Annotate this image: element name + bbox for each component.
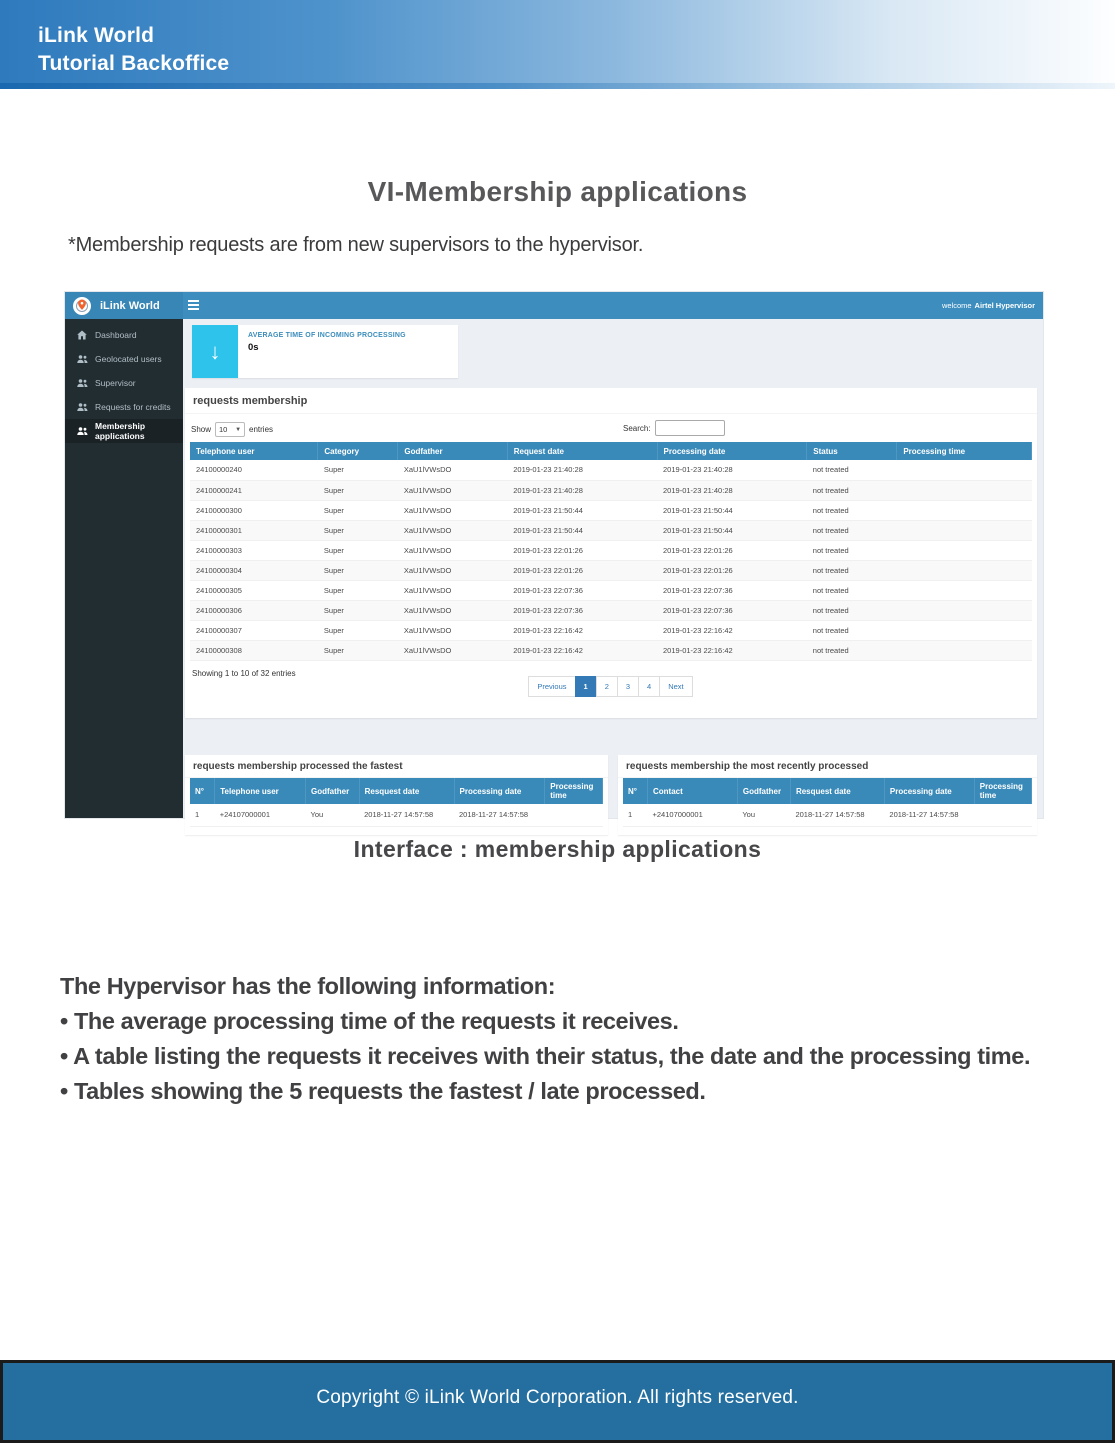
table-row xyxy=(190,804,603,826)
table-cell: 24100000307 xyxy=(190,620,318,640)
home-icon xyxy=(77,330,88,341)
table-cell: You xyxy=(737,804,790,826)
table-cell: XaU1lVWsDO xyxy=(398,500,507,520)
table-cell: +24107000001 xyxy=(215,804,306,826)
table-cell: Super xyxy=(318,580,398,600)
sidebar-item-dashboard[interactable] xyxy=(65,323,183,347)
table-cell xyxy=(897,580,1032,600)
table-cell: 2019-01-23 21:40:28 xyxy=(657,460,807,480)
pagination-page-4-button[interactable]: 4 xyxy=(638,676,660,697)
pagination-page-3-button[interactable]: 3 xyxy=(617,676,639,697)
table-cell: You xyxy=(306,804,360,826)
table-cell: 2019-01-23 21:40:28 xyxy=(507,480,657,500)
table-cell: not treated xyxy=(807,520,897,540)
search-control xyxy=(623,420,725,436)
sidebar-item-label: Requests for credits xyxy=(95,402,171,412)
chevron-down-icon: ▼ xyxy=(235,426,242,433)
sidebar-item-label: Supervisor xyxy=(95,378,136,388)
section-title: VI-Membership applications xyxy=(367,176,748,207)
column-header: Category xyxy=(318,442,398,460)
table-cell: XaU1lVWsDO xyxy=(398,560,507,580)
pagination-page-1-button[interactable]: 1 xyxy=(575,676,597,697)
table-row xyxy=(190,560,1032,580)
table-cell xyxy=(897,460,1032,480)
column-header: Processing time xyxy=(974,778,1031,804)
table-cell: 2019-01-23 22:07:36 xyxy=(657,600,807,620)
table-cell: not treated xyxy=(807,460,897,480)
column-header: Processing date xyxy=(657,442,807,460)
info-bullet: • The average processing time of the requests it receives. xyxy=(60,1008,679,1034)
table-cell: 24100000304 xyxy=(190,560,318,580)
column-header: Godfather xyxy=(737,778,790,804)
pagination-page-2-button[interactable]: 2 xyxy=(596,676,618,697)
table-cell: Super xyxy=(318,460,398,480)
table-cell: +24107000001 xyxy=(648,804,738,826)
users-icon xyxy=(77,402,88,413)
table-cell xyxy=(897,560,1032,580)
table-cell: 2019-01-23 22:01:26 xyxy=(657,540,807,560)
table-cell: 2018-11-27 14:57:58 xyxy=(454,804,545,826)
table-cell: XaU1lVWsDO xyxy=(398,520,507,540)
column-header: Request date xyxy=(507,442,657,460)
app-brand-name: iLink World xyxy=(100,299,160,312)
table-cell: XaU1lVWsDO xyxy=(398,540,507,560)
sidebar-item-requests-for-credits[interactable] xyxy=(65,395,183,419)
table-cell: 2019-01-23 22:01:26 xyxy=(507,540,657,560)
info-block xyxy=(60,969,1070,1109)
table-cell: 2019-01-23 22:07:36 xyxy=(657,580,807,600)
table-cell xyxy=(897,620,1032,640)
table-cell xyxy=(545,804,603,826)
requests-table xyxy=(190,442,1032,661)
table-cell: 2019-01-23 22:16:42 xyxy=(507,640,657,660)
column-header: N° xyxy=(623,778,648,804)
requests-membership-panel xyxy=(185,388,1037,718)
column-header: Godfather xyxy=(306,778,360,804)
column-header: Status xyxy=(807,442,897,460)
app-topbar xyxy=(65,292,1043,319)
table-cell xyxy=(974,804,1031,826)
table-cell: not treated xyxy=(807,640,897,660)
column-header: Processing date xyxy=(884,778,974,804)
table-cell: 1 xyxy=(190,804,215,826)
table-cell: not treated xyxy=(807,540,897,560)
table-cell: Super xyxy=(318,560,398,580)
table-cell: Super xyxy=(318,540,398,560)
app-screenshot xyxy=(65,292,1043,818)
table-cell: Super xyxy=(318,600,398,620)
sidebar-item-label: Geolocated users xyxy=(95,354,162,364)
table-row xyxy=(190,600,1032,620)
table-row xyxy=(190,500,1032,520)
page-size-select[interactable] xyxy=(215,422,245,437)
table-cell: 2019-01-23 21:40:28 xyxy=(507,460,657,480)
table-cell: XaU1lVWsDO xyxy=(398,620,507,640)
sidebar-item-label: Membership applications xyxy=(95,421,146,441)
pagination xyxy=(185,676,1037,697)
column-header: Processing time xyxy=(897,442,1032,460)
table-cell: Super xyxy=(318,640,398,660)
table-cell: 2019-01-23 21:40:28 xyxy=(657,480,807,500)
table-cell: 2019-01-23 22:16:42 xyxy=(507,620,657,640)
welcome-prefix: welcome xyxy=(941,301,972,310)
column-header: Processing time xyxy=(545,778,603,804)
column-header: Resquest date xyxy=(359,778,454,804)
header-banner xyxy=(0,0,1115,83)
welcome-user: Airtel Hypervisor xyxy=(974,301,1035,310)
table-cell xyxy=(897,600,1032,620)
table-row xyxy=(190,460,1032,480)
search-input[interactable] xyxy=(655,420,725,436)
table-cell: not treated xyxy=(807,480,897,500)
table-cell: not treated xyxy=(807,500,897,520)
figure-caption: Interface : membership applications xyxy=(353,836,762,862)
users-icon xyxy=(77,378,88,389)
fastest-processed-table xyxy=(190,778,603,827)
table-cell: XaU1lVWsDO xyxy=(398,640,507,660)
average-time-card xyxy=(192,325,458,378)
table-cell xyxy=(897,640,1032,660)
table-cell: 24100000300 xyxy=(190,500,318,520)
sidebar-item-membership-applications[interactable] xyxy=(65,419,183,443)
table-cell: 24100000301 xyxy=(190,520,318,540)
column-header: N° xyxy=(190,778,215,804)
table-cell: 2018-11-27 14:57:58 xyxy=(884,804,974,826)
app-brand[interactable] xyxy=(65,292,183,319)
users-icon xyxy=(77,426,88,437)
table-header-row xyxy=(623,778,1032,804)
column-header: Telephone user xyxy=(190,442,318,460)
table-cell: 2019-01-23 21:50:44 xyxy=(507,500,657,520)
column-header: Godfather xyxy=(398,442,507,460)
average-time-value: 0s xyxy=(248,342,259,353)
table-cell: 24100000303 xyxy=(190,540,318,560)
table-cell: 2019-01-23 21:50:44 xyxy=(657,500,807,520)
table-cell: not treated xyxy=(807,560,897,580)
banner-line1: iLink World xyxy=(38,24,155,47)
table-cell: XaU1lVWsDO xyxy=(398,580,507,600)
table-cell: Super xyxy=(318,500,398,520)
table-cell: 2019-01-23 22:01:26 xyxy=(657,560,807,580)
sidebar-item-label: Dashboard xyxy=(95,330,137,340)
table-controls xyxy=(190,416,1032,442)
panel-title: requests membership xyxy=(185,388,1037,414)
search-label: Search: xyxy=(623,423,651,433)
column-header: Resquest date xyxy=(790,778,884,804)
table-cell xyxy=(897,520,1032,540)
table-cell: 2019-01-23 22:07:36 xyxy=(507,600,657,620)
table-cell: not treated xyxy=(807,620,897,640)
table-summary: Showing 1 to 10 of 32 entries xyxy=(192,669,296,678)
table-cell: 2018-11-27 14:57:58 xyxy=(790,804,884,826)
panel-title: requests membership the most recently processed xyxy=(618,755,1037,778)
table-cell: XaU1lVWsDO xyxy=(398,480,507,500)
table-header-row xyxy=(190,442,1032,460)
table-cell: 24100000308 xyxy=(190,640,318,660)
table-cell: XaU1lVWsDO xyxy=(398,460,507,480)
table-cell: 24100000305 xyxy=(190,580,318,600)
table-cell: Super xyxy=(318,480,398,500)
column-header: Processing date xyxy=(454,778,545,804)
app-logo-icon xyxy=(73,297,91,315)
table-cell: 2019-01-23 22:16:42 xyxy=(657,620,807,640)
table-row xyxy=(190,520,1032,540)
table-cell: not treated xyxy=(807,600,897,620)
table-cell: 1 xyxy=(623,804,648,826)
hamburger-menu-icon[interactable] xyxy=(188,300,199,311)
users-icon xyxy=(77,354,88,365)
copyright-text: Copyright © iLink World Corporation. All rights reserved. xyxy=(316,1386,799,1408)
fastest-processed-panel xyxy=(185,755,608,835)
table-cell: 2018-11-27 14:57:58 xyxy=(359,804,454,826)
section-note: *Membership requests are from new supervisors to the hypervisor. xyxy=(68,234,644,256)
info-heading: The Hypervisor has the following information: xyxy=(60,973,556,999)
column-header: Telephone user xyxy=(215,778,306,804)
table-row xyxy=(190,620,1032,640)
table-row xyxy=(190,580,1032,600)
banner-line2: Tutorial Backoffice xyxy=(38,52,230,75)
table-cell: 2019-01-23 22:01:26 xyxy=(507,560,657,580)
table-cell xyxy=(897,500,1032,520)
recently-processed-panel xyxy=(618,755,1037,835)
table-row xyxy=(190,540,1032,560)
table-cell: 2019-01-23 21:50:44 xyxy=(657,520,807,540)
down-arrow-icon: ↓ xyxy=(192,325,238,378)
panel-title: requests membership processed the fastest xyxy=(185,755,608,778)
table-cell: 2019-01-23 22:16:42 xyxy=(657,640,807,660)
table-cell: Super xyxy=(318,620,398,640)
banner-accent-strip xyxy=(0,83,1115,89)
column-header: Contact xyxy=(648,778,738,804)
banner-title xyxy=(38,22,229,78)
sidebar-item-supervisor[interactable] xyxy=(65,371,183,395)
recently-processed-table xyxy=(623,778,1032,827)
app-content xyxy=(183,319,1043,818)
table-cell: 24100000241 xyxy=(190,480,318,500)
show-label: Show xyxy=(191,425,212,434)
info-bullet: • A table listing the requests it receives with their status, the date and the processing time. xyxy=(60,1043,1031,1069)
table-cell: 24100000306 xyxy=(190,600,318,620)
pagination-previous-button[interactable]: Previous xyxy=(528,676,575,697)
page-size-value: 10 xyxy=(219,425,228,434)
table-cell: not treated xyxy=(807,580,897,600)
sidebar-item-geolocated-users[interactable] xyxy=(65,347,183,371)
table-row xyxy=(190,480,1032,500)
info-bullet: • Tables showing the 5 requests the fastest / late processed. xyxy=(60,1078,706,1104)
table-cell xyxy=(897,540,1032,560)
table-cell: 24100000240 xyxy=(190,460,318,480)
table-row xyxy=(623,804,1032,826)
table-cell: XaU1lVWsDO xyxy=(398,600,507,620)
app-sidebar xyxy=(65,319,183,818)
table-cell: 2019-01-23 22:07:36 xyxy=(507,580,657,600)
page-size-control xyxy=(191,422,273,437)
table-cell xyxy=(897,480,1032,500)
table-header-row xyxy=(190,778,603,804)
table-row xyxy=(190,640,1032,660)
table-cell: Super xyxy=(318,520,398,540)
page-footer xyxy=(0,1360,1115,1443)
pagination-next-button[interactable]: Next xyxy=(659,676,692,697)
table-cell: 2019-01-23 21:50:44 xyxy=(507,520,657,540)
average-time-label: AVERAGE TIME OF INCOMING PROCESSING xyxy=(248,332,406,339)
welcome-message xyxy=(942,292,1035,319)
entries-label: entries xyxy=(249,425,274,434)
